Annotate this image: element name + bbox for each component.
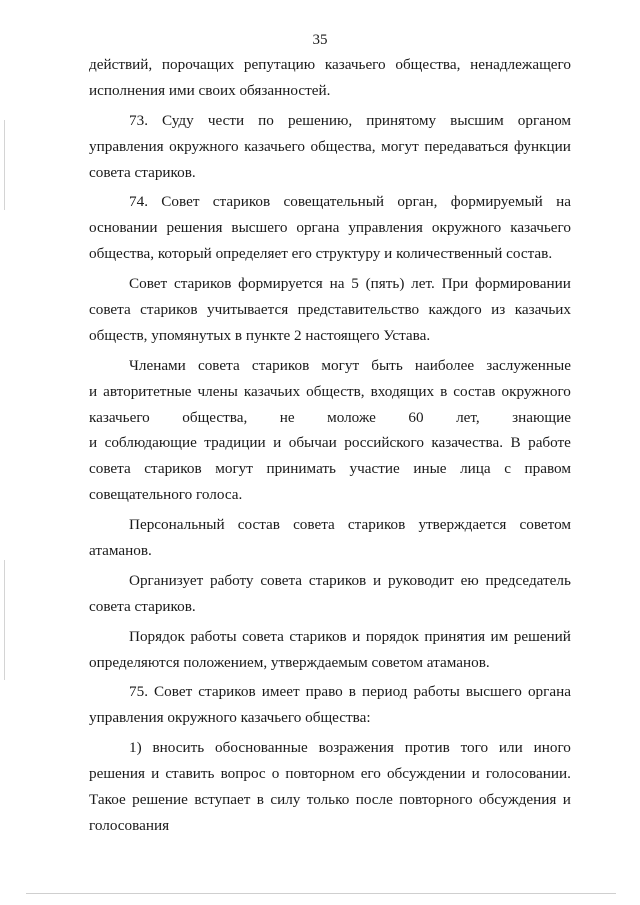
text-line: 74. Совет стариков совещательный орган, формируемый на — [129, 193, 571, 211]
text-line: общества, который определяет его структуру и количественный состав. — [89, 245, 553, 263]
text-line: 73. Суду чести по решению, принятому высшим органом — [129, 111, 571, 129]
text-line: определяются положением, утверждаемым советом атаманов. — [89, 653, 490, 671]
text-line: голосования — [89, 816, 170, 834]
text-line: основании решения высшего органа управления окружного казачьего — [89, 219, 571, 237]
text-line: управления окружного казачьего общества, могут передаваться функции — [89, 137, 571, 155]
scan-edge-mark — [4, 120, 5, 210]
text-line: решения и ставить вопрос о повторном его обсуждении и голосовании. — [89, 765, 571, 783]
text-line: и соблюдающие традиции и обычаи российского казачества. В работе — [89, 434, 571, 452]
text-line: действий, порочащих репутацию казачьего общества, ненадлежащего — [89, 56, 571, 73]
text-line: совета стариков могут принимать участие иные лица с правом — [89, 460, 571, 478]
text-line: Такое решение вступает в силу только после повторного обсуждения и — [89, 791, 571, 809]
text-line: Порядок работы совета стариков и порядок принятия им решений — [129, 627, 571, 645]
text-line: совета стариков. — [89, 597, 196, 615]
page-number: 35 — [312, 32, 328, 48]
text-line: казачьего общества, не моложе 60 лет, знающие — [89, 408, 571, 426]
text-line: Персональный состав совета стариков утверждается советом — [129, 516, 571, 534]
text-line: 1) вносить обоснованные возражения против того или иного — [129, 739, 571, 757]
text-line: обществ, упомянутых в пункте 2 настоящего Устава. — [89, 326, 431, 344]
text-line: Организует работу совета стариков и руководит ею председатель — [129, 571, 571, 589]
text-line: атаманов. — [89, 542, 152, 560]
scan-edge-mark — [4, 560, 5, 680]
text-line: Членами совета стариков могут быть наиболее заслуженные — [129, 356, 571, 374]
text-line: совета стариков. — [89, 163, 196, 181]
text-line: и авторитетные члены казачьих обществ, входящих в состав окружного — [89, 382, 571, 400]
text-line: совета стариков учитывается представительство каждого из казачьих — [89, 301, 571, 319]
page-bottom-rule — [26, 893, 616, 894]
text-line: исполнения ими своих обязанностей. — [89, 81, 331, 99]
text-line: управления окружного казачьего общества: — [89, 709, 371, 727]
document-body — [89, 52, 571, 839]
text-line: Совет стариков формируется на 5 (пять) лет. При формировании — [129, 275, 571, 293]
text-line: совещательного голоса. — [89, 486, 243, 504]
text-line: 75. Совет стариков имеет право в период работы высшего органа — [129, 683, 571, 701]
